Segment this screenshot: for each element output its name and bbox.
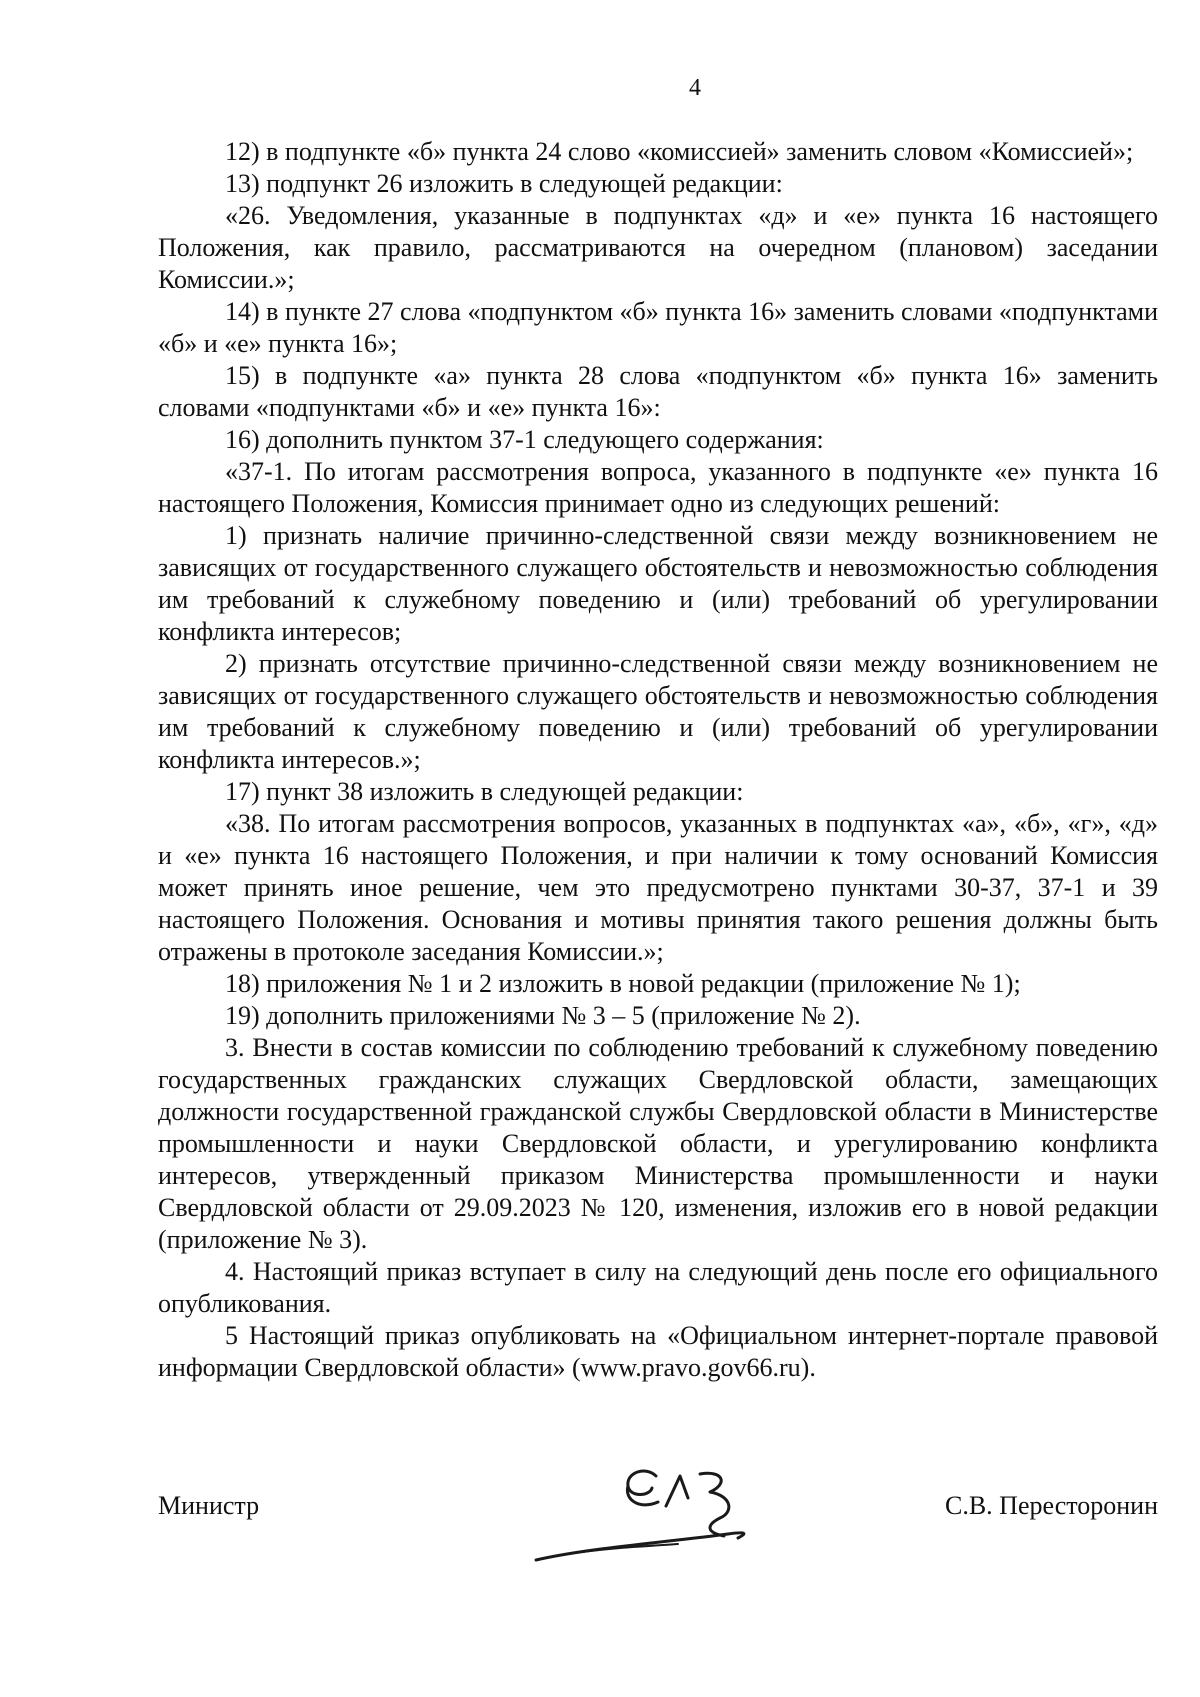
- paragraph-item-19: 19) дополнить приложениями № 3 – 5 (приложение № 2).: [225, 1001, 861, 1030]
- document-body: [158, 136, 1158, 1384]
- page-number: 4: [689, 75, 701, 101]
- paragraph-section-3: 3. Внести в состав комиссии по соблюдению требований к служебному поведению государственных гражданских служащих Свердловской области, замещающих должности государственной гражданской службы Свердловской области в Министерстве промышленности и науки Свердловской области, и урегулированию конфликта интересов, утвержденный приказом Министерства промышленности и науки Свердловской области от 29.09.2023 № 120, изменения, изложив его в новой редакции (приложение № 3).: [158, 1033, 1158, 1254]
- paragraph-decision-2: 2) признать отсутствие причинно-следственной связи между возникновением не зависящих от государственного служащего обстоятельств и невозможностью соблюдения им требований к служебному поведению и (или) требований об урегулировании конфликта интересов.»;: [158, 649, 1158, 774]
- paragraph-item-14: 14) в пункте 27 слова «подпунктом «б» пункта 16» заменить словами «подпунктами «б» и «е» пункта 16»;: [158, 297, 1158, 358]
- signature-block: [158, 1468, 1158, 1588]
- paragraph-item-13: 13) подпункт 26 изложить в следующей редакции:: [225, 169, 783, 198]
- paragraph-item-18: 18) приложения № 1 и 2 изложить в новой редакции (приложение № 1);: [225, 969, 1021, 998]
- paragraph-decision-1: 1) признать наличие причинно-следственной связи между возникновением не зависящих от государственного служащего обстоятельств и невозможностью соблюдения им требований к служебному поведению и (или) требований об урегулировании конфликта интересов;: [158, 521, 1158, 646]
- paragraph-item-15: 15) в подпункте «а» пункта 28 слова «подпунктом «б» пункта 16» заменить словами «подпунктами «б» и «е» пункта 16»:: [158, 361, 1158, 422]
- paragraph-item-16: 16) дополнить пунктом 37-1 следующего содержания:: [225, 425, 824, 454]
- paragraph-section-4: 4. Настоящий приказ вступает в силу на следующий день после его официального опубликования.: [158, 1257, 1158, 1318]
- paragraph-clause-37-1: «37-1. По итогам рассмотрения вопроса, указанного в подпункте «е» пункта 16 настоящего Положения, Комиссия принимает одно из следующих решений:: [158, 457, 1158, 518]
- paragraph-clause-26: «26. Уведомления, указанные в подпунктах «д» и «е» пункта 16 настоящего Положения, как правило, рассматриваются на очередном (плановом) заседании Комиссии.»;: [158, 201, 1158, 294]
- paragraph-clause-38: «38. По итогам рассмотрения вопросов, указанных в подпунктах «а», «б», «г», «д» и «е» пункта 16 настоящего Положения, и при наличии к тому оснований Комиссия может принять иное решение, чем это предусмотрено пунктами 30-37, 37-1 и 39 настоящего Положения. Основания и мотивы принятия такого решения должны быть отражены в протоколе заседания Комиссии.»;: [158, 809, 1158, 966]
- handwritten-signature: [528, 1448, 788, 1568]
- signatory-name: С.В. Пересторонин: [945, 1491, 1158, 1520]
- paragraph-section-5: 5 Настоящий приказ опубликовать на «Официальном интернет-портале правовой информации Свердловской области» (www.pravo.gov66.ru).: [158, 1321, 1158, 1382]
- paragraph-item-17: 17) пункт 38 изложить в следующей редакции:: [225, 777, 744, 806]
- paragraph-item-12: 12) в подпункте «б» пункта 24 слово «комиссией» заменить словом «Комиссией»;: [225, 137, 1134, 166]
- signatory-title: Министр: [158, 1491, 260, 1520]
